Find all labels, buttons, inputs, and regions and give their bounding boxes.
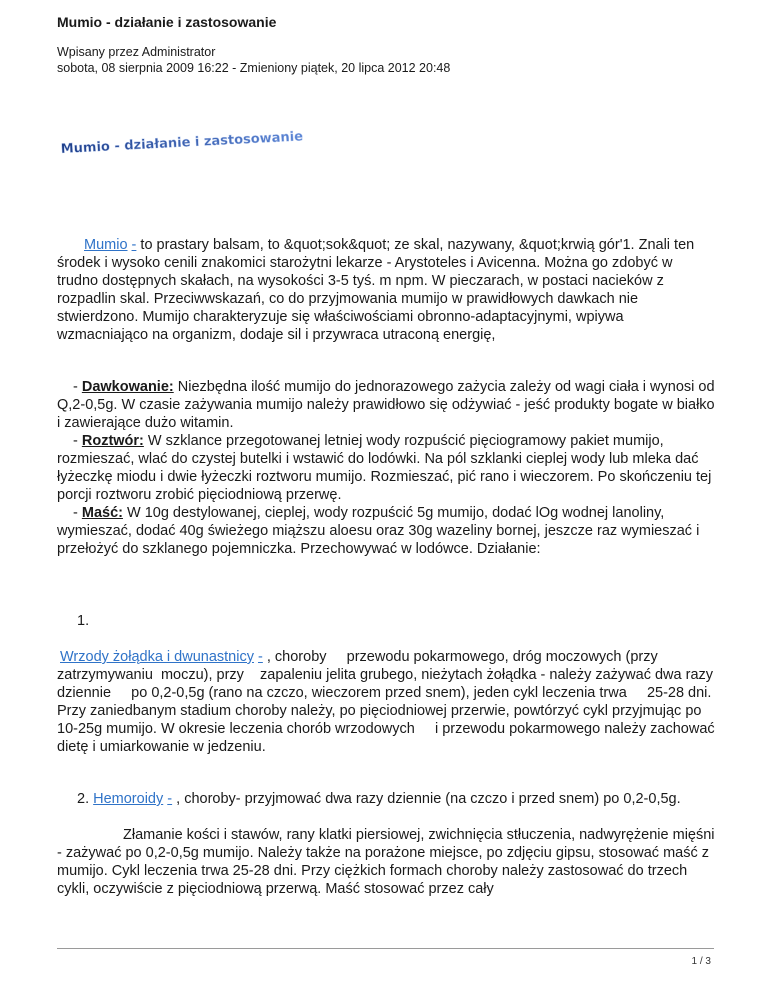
banner-text: Mumio - działanie i zastosowanie <box>60 129 304 157</box>
intro-paragraph <box>57 236 717 345</box>
mumio-link-dash[interactable]: - <box>131 237 137 253</box>
title-banner-image <box>57 120 304 170</box>
footer-divider <box>57 948 714 949</box>
dates-line: sobota, 08 sierpnia 2009 16:22 - Zmieniony piątek, 20 lipca 2012 20:48 <box>57 61 451 75</box>
roztwor-heading: Roztwór: <box>81 433 144 449</box>
page-title: Mumio - działanie i zastosowanie <box>57 14 277 30</box>
mumio-link[interactable]: Mumio <box>84 237 128 253</box>
hemoroidy-link-dash[interactable]: - <box>167 791 173 807</box>
list-item-2-text: , choroby- przyjmować dwa razy dziennie (na czczo i przed snem) po 0,2-0,5g. <box>172 791 681 807</box>
hemoroidy-link[interactable]: Hemoroidy <box>93 791 164 807</box>
list-item-1-text: , choroby przewodu pokarmowego, dróg moczowych (przy zatrzymywaniu moczu), przy zapaleniu jelita grubego, nieżytach żołądka - należy zażywać dwa razy dziennie po 0,2-0,5g (rano na czczo, wieczorem przed snem), jeden cykl leczenia trwa 25-28 dni. Przy zaniedbanym stadium choroby należy, po pięciodniowej przerwie, powtórzyć cykl przyjmując po 10-25g mumijo. W okresie leczenia chorób wrzodowych i przewodu pokarmowego należy zachować dietę i umiarkowanie w jedzeniu. <box>57 649 719 756</box>
section-dawkowanie: - Dawkowanie: Niezbędna ilość mumijo do jednorazowego zażycia zależy od wagi ciała i wynosi od Q,2-0,5g. W czasie zażywania mumijo należy prawidłowo się odżywiać - jeść produkty bogate w białko i zawierające dużo witamin. <box>57 379 715 432</box>
wrzody-link[interactable]: Wrzody żołądka i dwunastnicy <box>60 649 254 665</box>
wrzody-link-dash[interactable]: - <box>258 649 263 665</box>
dawkowanie-heading: Dawkowanie: <box>81 379 174 395</box>
masc-heading: Maść: <box>81 505 123 521</box>
list-item-2 <box>57 790 717 808</box>
roztwor-text: W szklance przegotowanej letniej wody rozpuścić pięciogramowy pakiet mumijo, rozmieszać, wlać do czystej butelki i wstawić do lodówki. Na pól szklanki cieplej wody lub mleka dać łyżeczkę miodu i dwie łyżeczki roztworu mumijo. Rozmieszać, pić rano i wieczorem. Po skończeniu tej porcji roztworu zrobić pięciodniową przerwę. <box>57 433 712 504</box>
section-masc: - Maść: W 10g destylowanej, cieplej, wody rozpuścić 5g mumijo, dodać lOg wodnej lanoliny, wymieszać, dodać 40g świeżego miąższu aloesu oraz 30g wazeliny bornej, jeszcze raz wymieszać i przełożyć do szklanego pojemniczka. Przechowywać w lodówce. Działanie: <box>57 505 700 558</box>
list-item-1 <box>57 648 717 757</box>
page-indicator: 1 / 3 <box>691 956 711 967</box>
masc-text: W 10g destylowanej, cieplej, wody rozpuścić 5g mumijo, dodać lOg wodnej lanoliny, wymieszać, dodać 40g świeżego miąższu aloesu oraz 30g wazeliny bornej, jeszcze raz wymieszać i przełożyć do szklanego pojemniczka. Przechowywać w lodówce. Działanie: <box>57 505 700 558</box>
section-roztwor: - Roztwór: W szklance przegotowanej letniej wody rozpuścić pięciogramowy pakiet mumijo, rozmieszać, wlać do czystej butelki i wstawić do lodówki. Na pól szklanki cieplej wody lub mleka dać łyżeczkę miodu i dwie łyżeczki roztworu mumijo. Rozmieszać, pić rano i wieczorem. Po skończeniu tej porcji roztworu zrobić pięciodniową przerwę. <box>57 433 712 504</box>
author-line: Wpisany przez Administrator <box>57 45 216 59</box>
list-item-2-continuation: Złamanie kości i stawów, rany klatki piersiowej, zwichnięcia stłuczenia, nadwyrężenie mięśni - zażywać po 0,2-0,5g mumijo. Należy także na porażone miejsce, po zdjęciu gipsu, stosować maść z mumijo. Cykl leczenia trwa 25-28 dni. Przy ciężkich formach choroby należy zastosować do trzech cykli, oczywiście z pięciodniową przerwą. Maść stosować przez cały <box>57 827 715 898</box>
list-item-1-number: 1. <box>77 613 90 629</box>
dawkowanie-text: Niezbędna ilość mumijo do jednorazowego zażycia zależy od wagi ciała i wynosi od Q,2-0,5g. W czasie zażywania mumijo należy prawidłowo się odżywiać - jeść produkty bogate w białko i zawierające dużo witamin. <box>57 379 715 432</box>
list-item-2-number: 2. <box>77 791 90 807</box>
banner-graphic <box>57 120 304 170</box>
intro-text: to prastary balsam, to &quot;sok&quot; ze skal, nazywany, &quot;krwią gór'1. Znali ten środek i wysoko cenili znakomici starożytni lekarze - Arystoteles i Avicenna. Można go zdobyć w trudno dostępnych skałach, na wysokości 3-5 tyś. m npm. W pieczarach, w postaci nacieków z rozpadlin skal. Przeciwwskazań, co do przyjmowania mumijo w prawidłowych dawkach nie stwierdzono. Mumijo charakteryzuje się właściwościami obronno-adaptacyjnymi, wpiywa wzmacniająco na organizm, dodaje sil i przywraca utraconą energię, <box>57 237 695 344</box>
